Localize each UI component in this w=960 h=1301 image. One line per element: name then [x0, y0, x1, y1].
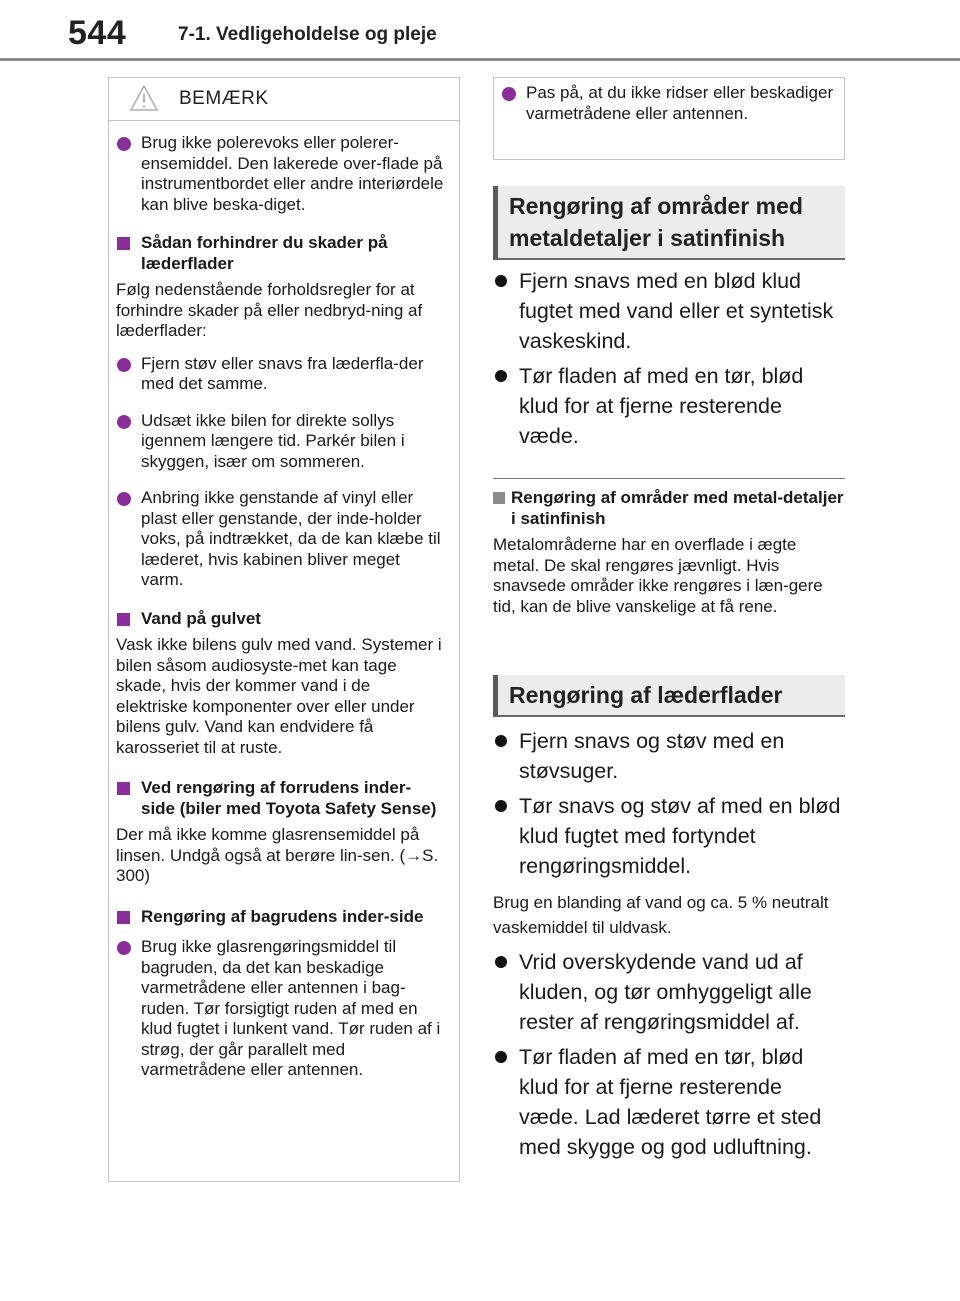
- bullet-dot-icon: [117, 137, 131, 151]
- square-bullet-icon: [117, 613, 130, 626]
- bullet-dot-icon: [495, 1051, 507, 1063]
- bullet-dot-icon: [117, 415, 131, 429]
- list-item: Brug ikke polerevoks eller polerer-ensemiddel. Den lakerede over-flade på instrumentbordet eller andre interiørdele kan blive beska-diget.: [116, 133, 445, 215]
- list-item: Pas på, at du ikke ridser eller beskadiger varmetrådene eller antennen.: [501, 83, 834, 124]
- paragraph: Der må ikke komme glasrensemiddel på linsen. Undgå også at berøre lin-sen. (→S. 300): [116, 825, 439, 885]
- subheading-leather: Sådan forhindrer du skader på læderflader: [116, 233, 445, 274]
- note-title: BEMÆRK: [179, 88, 269, 109]
- subheading-windshield: Ved rengøring af forrudens inder-side (biler med Toyota Safety Sense): [116, 778, 445, 819]
- leather-list-b: [493, 947, 845, 1167]
- list-item: Fjern støv eller snavs fra læderfla-der med det samme.: [116, 354, 445, 395]
- bullet-dot-icon: [117, 941, 131, 955]
- paragraph: Følg nedenstående forholdsregler for at forhindre skader på eller nedbryd-ning af læderflader:: [116, 280, 423, 340]
- list-item: Tør fladen af med en tør, blød klud for at fjerne resterende væde.: [493, 361, 845, 451]
- satin-subsection: [493, 488, 845, 617]
- list-item: Brug ikke glasrengøringsmiddel til bagruden, da det kan beskadige varmetrådene eller antennen i bag-ruden. Tør forsigtigt ruden af med en klud fugtet i lunkent vand. Tør ruden af i strøg, der går parallelt med varmetrådene eller antennen.: [116, 937, 445, 1081]
- square-bullet-icon: [117, 911, 130, 924]
- list-item: Fjern snavs og støv med en støvsuger.: [493, 726, 845, 786]
- divider: [493, 478, 845, 479]
- list-item: Udsæt ikke bilen for direkte sollys igennem længere tid. Parkér bilen i skyggen, især om sommeren.: [116, 411, 445, 473]
- leather-list-a: [493, 726, 845, 886]
- paragraph: Vask ikke bilens gulv med vand. Systemer i bilen såsom audiosyste-met kan tage skade, hvis der kommer vand i de elektriske komponenter over eller under bilens gulv. Vand kan endvidere få karosseriet til at ruste.: [116, 635, 442, 757]
- warning-triangle-icon: [129, 84, 159, 112]
- list-item: Anbring ikke genstande af vinyl eller plast eller genstande, der inde-holder voks, på indtrækket, da de kan klæbe til læderet, hvis kabinen bliver meget varm.: [116, 488, 445, 591]
- list-item: Fjern snavs med en blød klud fugtet med vand eller et syntetisk vaskeskind.: [493, 266, 845, 356]
- list-item: Tør fladen af med en tør, blød klud for at fjerne resterende væde. Lad læderet tørre et sted med skygge og god udluftning.: [493, 1042, 845, 1162]
- header-rule: [0, 58, 960, 61]
- paragraph: Metalområderne har en overflade i ægte metal. De skal rengøres jævnligt. Hvis snavsede områder ikke rengøres i læn-gere tid, kan de blive vanskelige at få rene.: [493, 535, 823, 616]
- list-item: Tør snavs og støv af med en blød klud fugtet med fortyndet rengøringsmiddel.: [493, 791, 845, 881]
- note-box: [108, 77, 460, 1182]
- subheading-rear-window: Rengøring af bagrudens inder-side: [116, 907, 445, 928]
- note-header: [109, 78, 459, 121]
- subheading-floor: Vand på gulvet: [116, 609, 445, 630]
- bullet-dot-icon: [117, 358, 131, 372]
- note-continued-box: [493, 77, 845, 160]
- page-header: [0, 0, 960, 62]
- section-title: 7-1. Vedligeholdelse og pleje: [178, 24, 437, 45]
- heading-satin: Rengøring af områder med metaldetaljer i satinfinish: [493, 186, 845, 260]
- bullet-dot-icon: [495, 800, 507, 812]
- note-body: [109, 121, 459, 1081]
- heading-leather: Rengøring af læderflader: [493, 675, 845, 717]
- page-number: 544: [68, 14, 127, 52]
- square-bullet-icon: [493, 492, 505, 504]
- bullet-dot-icon: [495, 370, 507, 382]
- mixing-note: Brug en blanding af vand og ca. 5 % neutralt vaskemiddel til uldvask.: [493, 893, 829, 937]
- bullet-dot-icon: [502, 87, 516, 101]
- square-bullet-icon: [117, 237, 130, 250]
- bullet-dot-icon: [495, 956, 507, 968]
- satin-list: [493, 266, 845, 456]
- list-item: Vrid overskydende vand ud af kluden, og tør omhyggeligt alle rester af rengøringsmiddel af.: [493, 947, 845, 1037]
- square-bullet-icon: [117, 782, 130, 795]
- bullet-dot-icon: [117, 492, 131, 506]
- bullet-dot-icon: [495, 275, 507, 287]
- bullet-dot-icon: [495, 735, 507, 747]
- subheading-satin: Rengøring af områder med metal-detaljer i satinfinish: [493, 488, 845, 529]
